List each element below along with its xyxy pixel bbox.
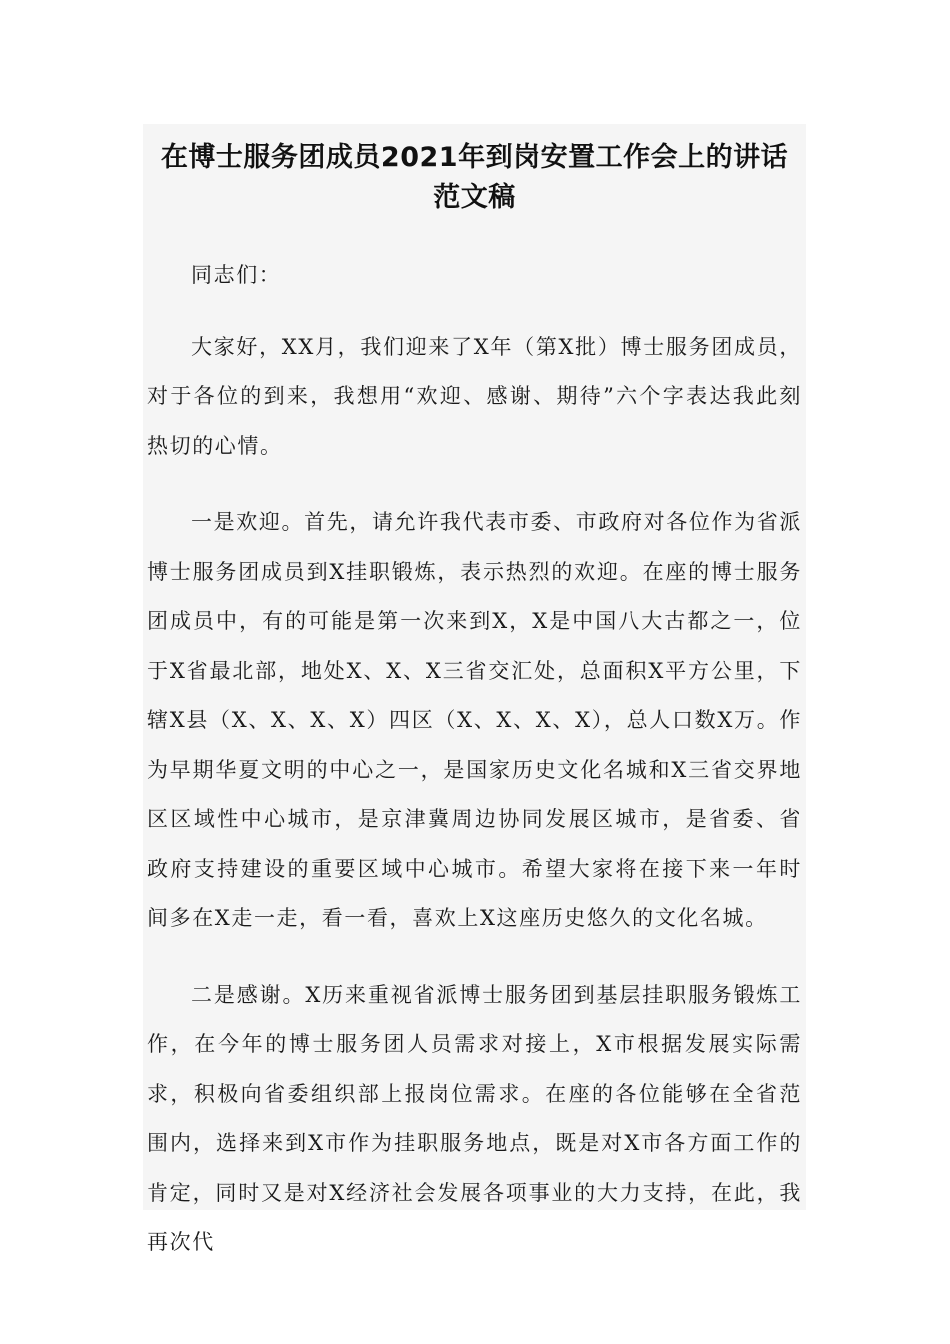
paragraph-intro: 大家好，XX月，我们迎来了X年（第X批）博士服务团成员，对于各位的到来，我想用“欢迎、感谢、期待”六个字表达我此刻热切的心情。 bbox=[147, 334, 802, 458]
title-line-2: 范文稿 bbox=[433, 182, 516, 213]
paragraph-thanks: 二是感谢。X历来重视省派博士服务团到基层挂职服务锻炼工作，在今年的博士服务团人员需求对接上，X市根据发展实际需求，积极向省委组织部上报岗位需求。在座的各位能够在全省范围内，选择来到X市作为挂职服务地点，既是对X市各方面工作的肯定，同时又是对X经济社会发展各项事业的大力支持，在此，我再次代 bbox=[147, 982, 802, 1254]
document-page bbox=[143, 124, 806, 1254]
document-title bbox=[143, 138, 806, 218]
paragraph-welcome: 一是欢迎。首先，请允许我代表市委、市政府对各位作为省派博士服务团成员到X挂职锻炼，表示热烈的欢迎。在座的博士服务团成员中，有的可能是第一次来到X，X是中国八大古都之一，位于X省最北部，地处X、X、X三省交汇处，总面积X平方公里，下辖X县（X、X、X、X）四区（X、X、X、X），总人口数X万。作为早期华夏文明的中心之一，是国家历史文化名城和X三省交界地区区域性中心城市，是京津冀周边协同发展区城市，是省委、省政府支持建设的重要区域中心城市。希望大家将在接下来一年时间多在X走一走，看一看，喜欢上X这座历史悠久的文化名城。 bbox=[147, 510, 802, 930]
salutation: 同志们： bbox=[191, 263, 282, 287]
document-body bbox=[143, 251, 806, 1268]
title-line-1: 在博士服务团成员2021年到岗安置工作会上的讲话 bbox=[160, 142, 789, 173]
